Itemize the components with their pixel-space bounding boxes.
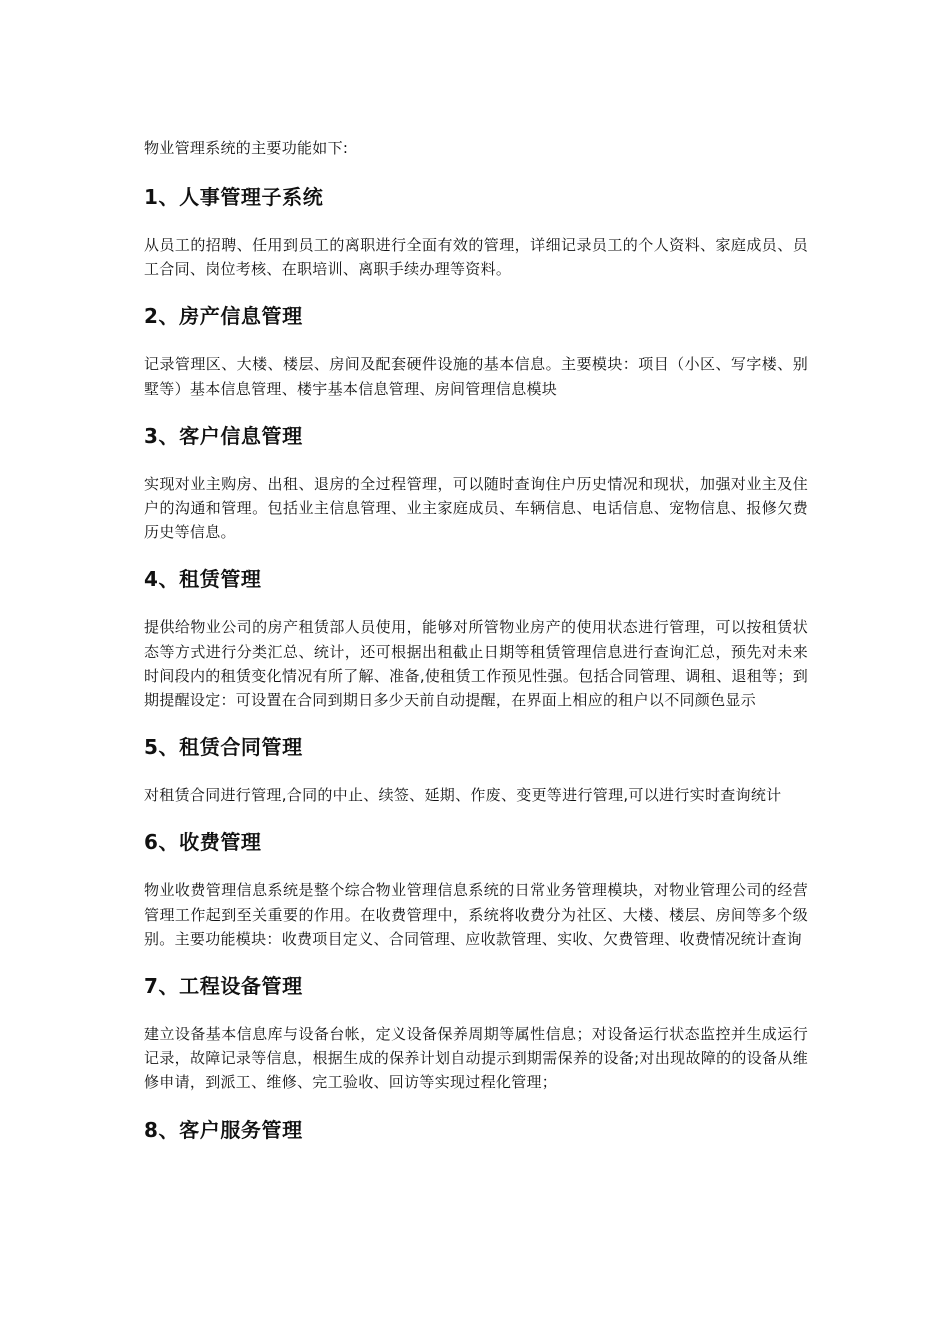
section-heading: 7、工程设备管理 (144, 974, 303, 999)
section-4 (144, 564, 808, 712)
section-heading: 6、收费管理 (144, 830, 262, 855)
section-heading: 2、房产信息管理 (144, 304, 303, 329)
section-body: 从员工的招聘、任用到员工的离职进行全面有效的管理，详细记录员工的个人资料、家庭成员、员工合同、岗位考核、在职培训、离职手续办理等资料。 (144, 236, 808, 279)
section-2 (144, 301, 808, 400)
section-body: 物业收费管理信息系统是整个综合物业管理信息系统的日常业务管理模块，对物业管理公司的经营管理工作起到至关重要的作用。在收费管理中，系统将收费分为社区、大楼、楼层、房间等多个级别。主要功能模块：收费项目定义、合同管理、应收款管理、实收、欠费管理、收费情况统计查询 (144, 881, 808, 948)
document-page (144, 136, 808, 1166)
section-heading: 8、客户服务管理 (144, 1117, 303, 1142)
section-heading: 4、租赁管理 (144, 567, 262, 592)
section-7 (144, 971, 808, 1095)
section-5 (144, 732, 808, 807)
section-body: 对租赁合同进行管理,合同的中止、续签、延期、作废、变更等进行管理,可以进行实时查询统计 (144, 786, 782, 805)
section-body: 建立设备基本信息库与设备台帐，定义设备保养周期等属性信息；对设备运行状态监控并生成运行记录，故障记录等信息，根据生成的保养计划自动提示到期需保养的设备;对出现故障的的设备从维修申请，到派工、维修、完工验收、回访等实现过程化管理； (144, 1025, 808, 1092)
section-body: 实现对业主购房、出租、退房的全过程管理，可以随时查询住户历史情况和现状，加强对业主及住户的沟通和管理。包括业主信息管理、业主家庭成员、车辆信息、电话信息、宠物信息、报修欠费历史等信息。 (144, 474, 808, 542)
section-heading: 1、人事管理子系统 (144, 185, 324, 209)
section-body: 提供给物业公司的房产租赁部人员使用，能够对所管物业房产的使用状态进行管理，可以按租赁状态等方式进行分类汇总、统计，还可根据出租截止日期等租赁管理信息进行查询汇总，预先对未来时间段内的租赁变化情况有所了解、准备,使租赁工作预见性强。包括合同管理、调租、退租等；到期提醒设定：可设置在合同到期日多少天前自动提醒，在界面上相应的租户以不同颜色显示 (144, 618, 808, 710)
section-3 (144, 421, 808, 545)
section-6 (144, 827, 808, 951)
section-1 (144, 182, 808, 281)
section-heading: 5、租赁合同管理 (144, 735, 303, 760)
section-heading: 3、客户信息管理 (144, 423, 303, 448)
section-body: 记录管理区、大楼、楼层、房间及配套硬件设施的基本信息。主要模块：项目（小区、写字楼、别墅等）基本信息管理、楼宇基本信息管理、房间管理信息模块 (144, 355, 808, 398)
intro-text: 物业管理系统的主要功能如下: (144, 139, 349, 157)
section-8 (144, 1115, 808, 1145)
